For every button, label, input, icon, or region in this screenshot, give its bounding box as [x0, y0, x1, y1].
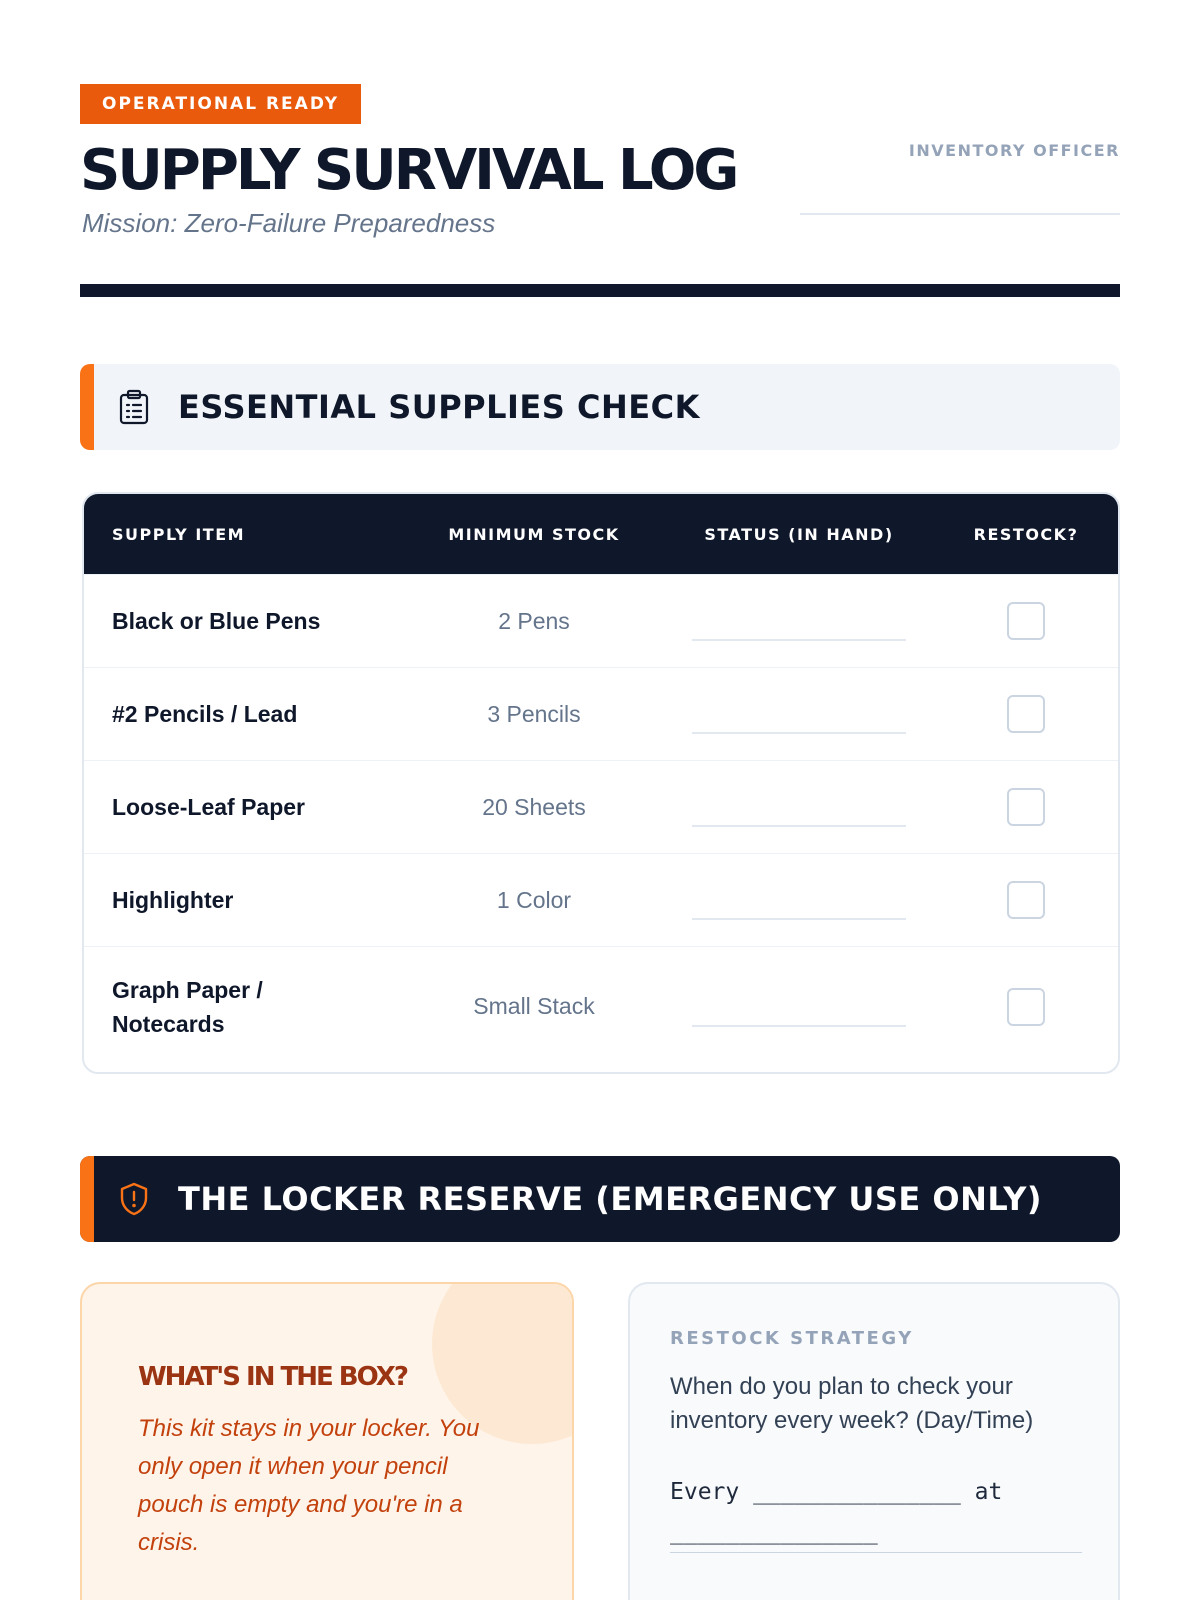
status-field[interactable]	[692, 639, 906, 641]
schedule-fill-field[interactable]: Every _______________ at _______________	[670, 1472, 1082, 1553]
page-subtitle: Mission: Zero-Failure Preparedness	[82, 208, 496, 238]
column-header-status: STATUS (IN HAND)	[704, 524, 894, 544]
inventory-officer-field[interactable]	[800, 213, 1120, 215]
supplies-table	[82, 492, 1120, 1074]
table-row	[84, 760, 1118, 853]
status-field[interactable]	[692, 1025, 906, 1027]
restock-checkbox[interactable]	[1007, 988, 1045, 1026]
minimum-stock: 1 Color	[496, 886, 572, 913]
restock-checkbox[interactable]	[1007, 881, 1045, 919]
restock-strategy-card	[628, 1282, 1120, 1600]
restock-checkbox[interactable]	[1007, 695, 1045, 733]
table-row	[84, 667, 1118, 760]
card-question: When do you plan to check your inventory every week? (Day/Time)	[670, 1373, 1034, 1434]
supply-item: Highlighter	[112, 887, 234, 913]
section-title: THE LOCKER RESERVE (EMERGENCY USE ONLY)	[178, 1180, 1043, 1218]
table-row	[84, 574, 1118, 667]
minimum-stock: 2 Pens	[498, 607, 570, 634]
status-badge: OPERATIONAL READY	[80, 84, 361, 124]
restock-checkbox[interactable]	[1007, 788, 1045, 826]
whats-in-the-box-card	[80, 1282, 574, 1600]
table-header	[84, 494, 1118, 574]
supply-item: Black or Blue Pens	[112, 608, 321, 634]
restock-checkbox[interactable]	[1007, 602, 1045, 640]
table-row	[84, 946, 1118, 1066]
card-body: This kit stays in your locker. You only open it when your pencil pouch is empty and you're in a crisis.	[138, 1415, 480, 1556]
supply-item: Loose-Leaf Paper	[112, 794, 305, 820]
supply-item: #2 Pencils / Lead	[112, 701, 298, 727]
header-divider	[80, 284, 1120, 297]
column-header-minimum: MINIMUM STOCK	[448, 524, 620, 544]
card-heading: RESTOCK STRATEGY	[670, 1328, 914, 1349]
shield-alert-icon	[116, 1181, 152, 1217]
section-header-supplies	[80, 364, 1120, 450]
minimum-stock: 3 Pencils	[487, 700, 581, 727]
minimum-stock: Small Stack	[473, 993, 595, 1019]
section-title: ESSENTIAL SUPPLIES CHECK	[178, 388, 700, 426]
status-field[interactable]	[692, 732, 906, 734]
section-accent-bar	[80, 364, 94, 450]
status-field[interactable]	[692, 918, 906, 920]
section-accent-bar	[80, 1156, 94, 1242]
inventory-officer-label: INVENTORY OFFICER	[908, 141, 1120, 160]
section-header-locker	[80, 1156, 1120, 1242]
status-field[interactable]	[692, 825, 906, 827]
page-title: SUPPLY SURVIVAL LOG	[80, 138, 737, 203]
card-heading: WHAT'S IN THE BOX?	[138, 1362, 407, 1392]
clipboard-list-icon	[116, 389, 152, 425]
supply-item: Graph Paper / Notecards	[112, 976, 263, 1037]
table-row	[84, 853, 1118, 946]
column-header-item: SUPPLY ITEM	[112, 524, 246, 544]
minimum-stock: 20 Sheets	[482, 793, 586, 820]
column-header-restock: RESTOCK?	[973, 524, 1079, 544]
